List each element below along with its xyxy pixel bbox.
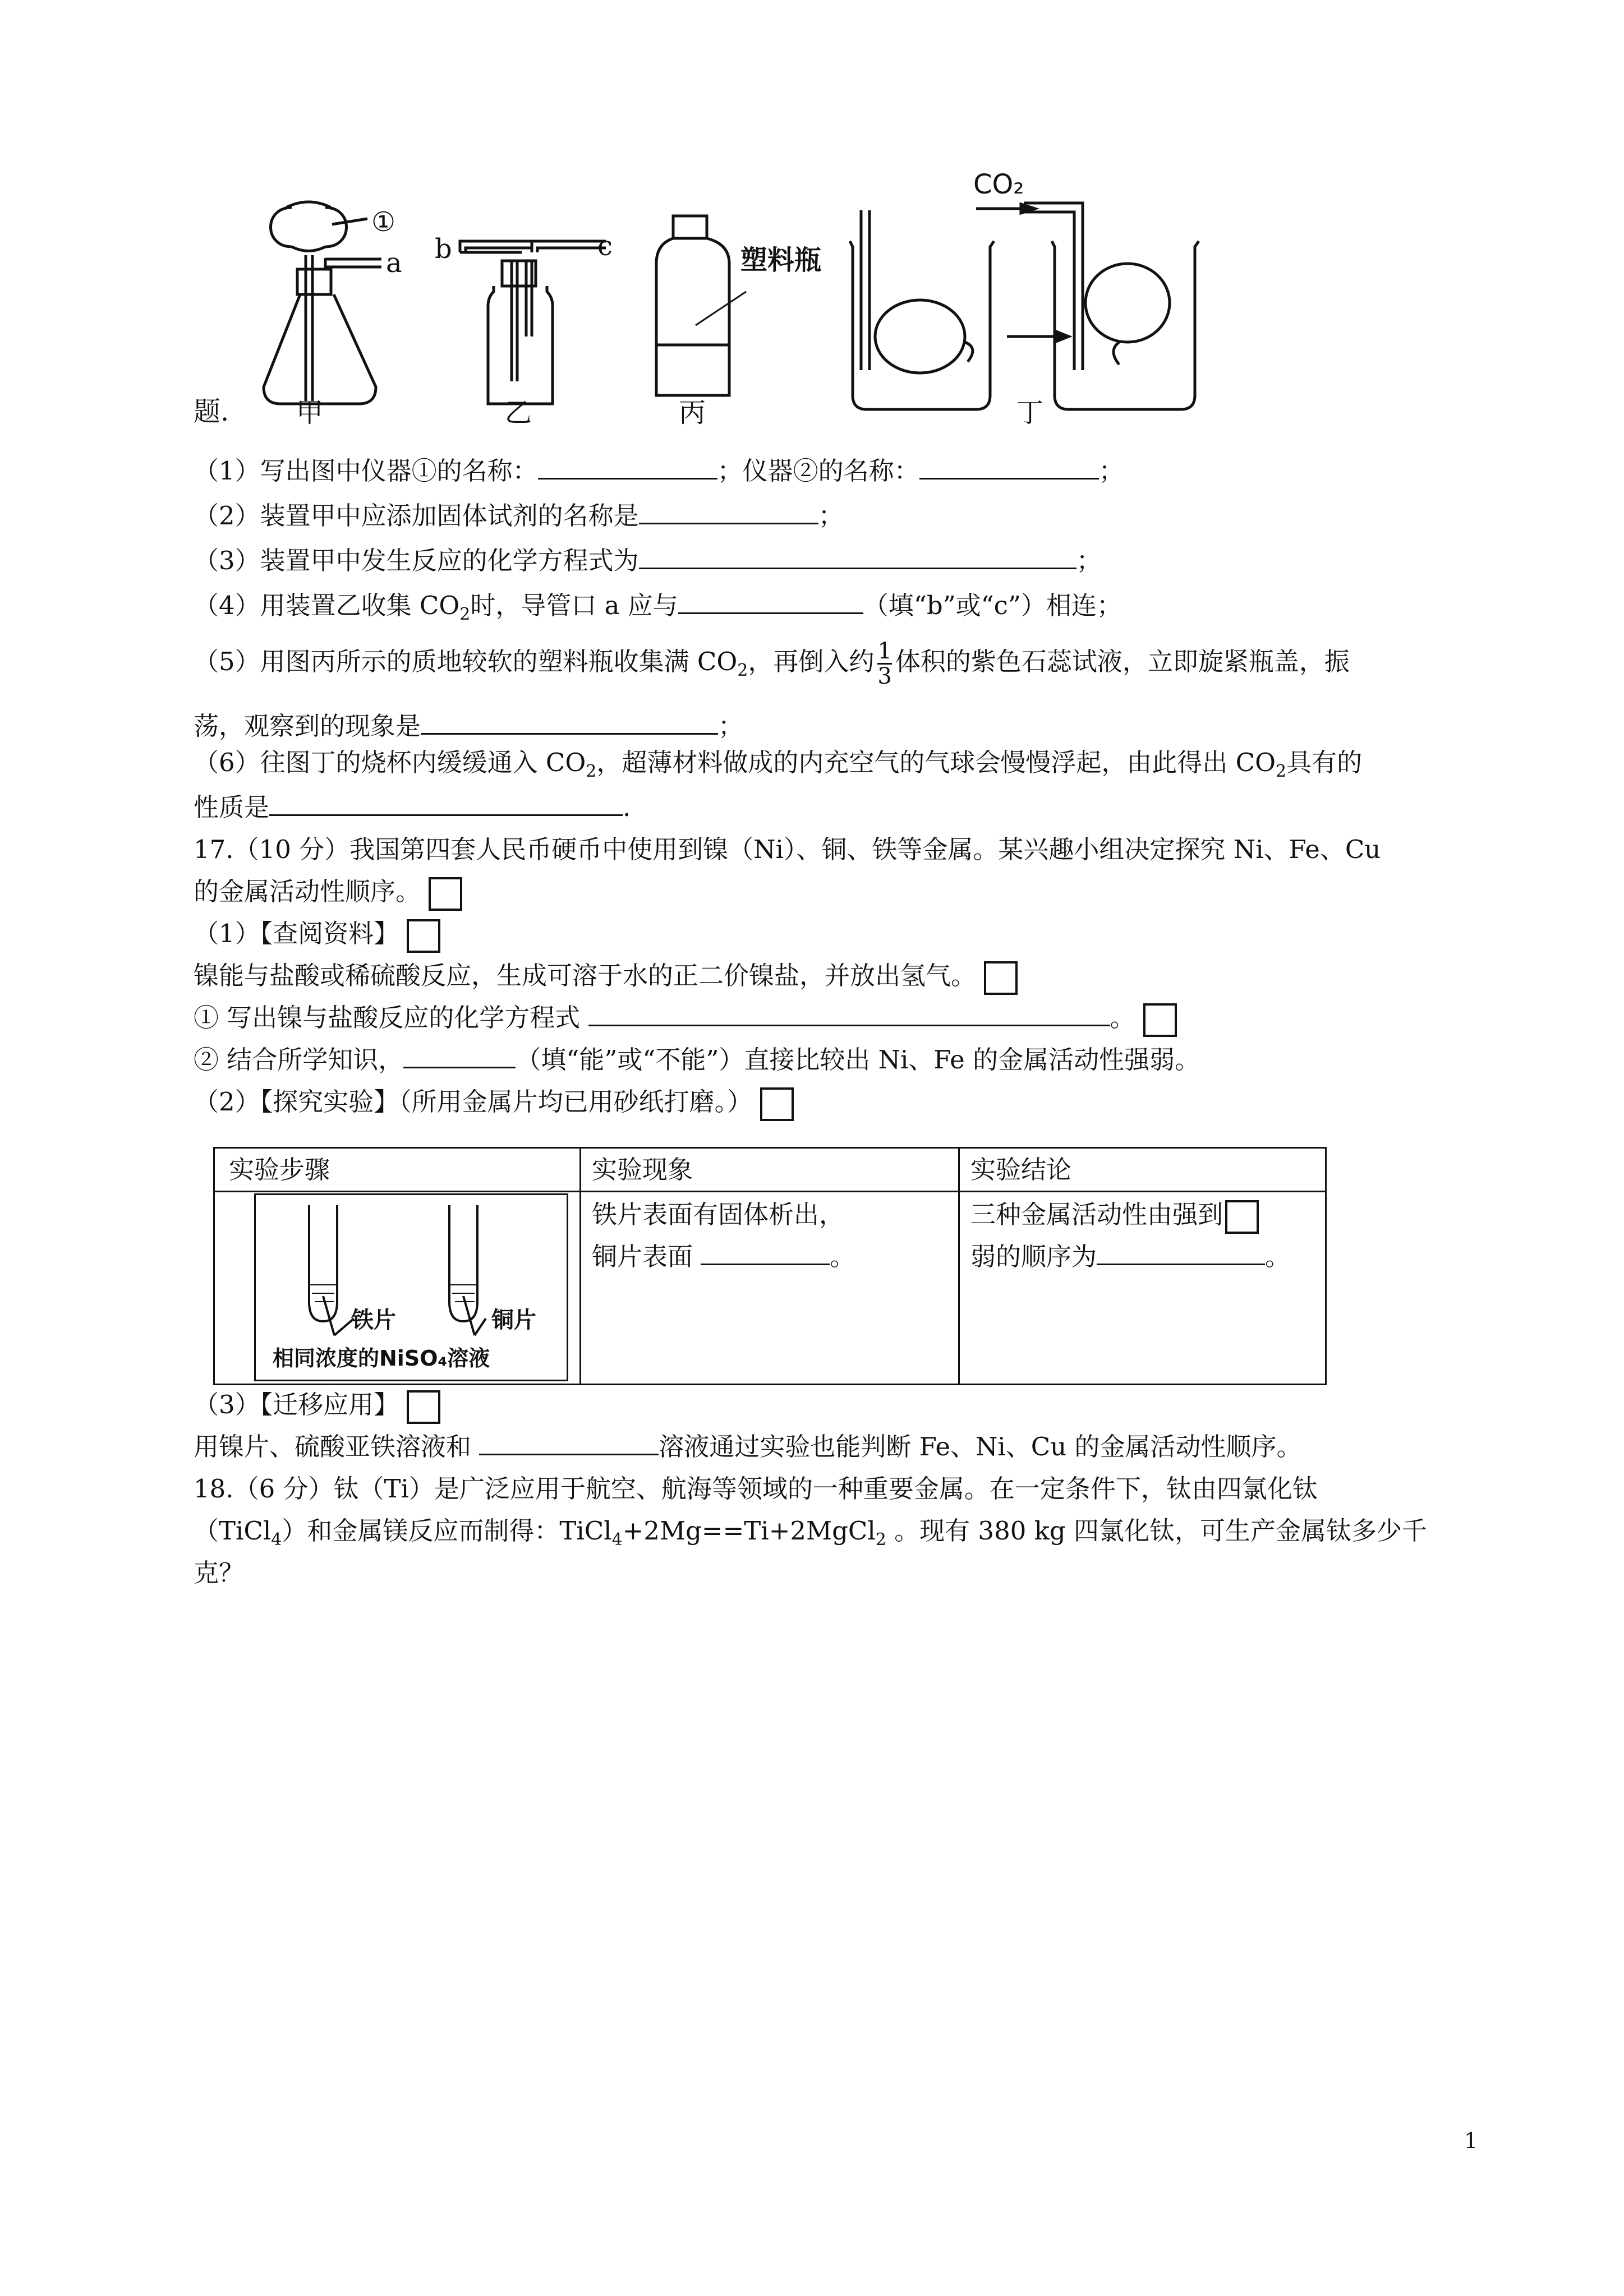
port-a-label: a [386, 247, 402, 279]
answer-box[interactable] [984, 961, 1018, 995]
answer-blank[interactable] [919, 455, 1099, 480]
apparatus-yi [460, 241, 606, 404]
table-header-conclusion: 实验结论 [970, 1155, 1072, 1184]
q16-part3: （3）装置甲中发生反应的化学方程式为 ； [194, 546, 1102, 575]
solution-caption: 相同浓度的NiSO₄溶液 [273, 1346, 490, 1371]
q17-item2: ② 结合所学知识， （填“能”或“不能”）直接比较出 Ni、Fe 的金属活动性强弱。 [194, 1045, 1200, 1075]
figure-prefix: 题. [194, 396, 229, 427]
q16-part2: （2）装置甲中应添加固体试剂的名称是 ； [194, 501, 844, 531]
port-b-label: b [435, 233, 452, 265]
answer-blank[interactable] [678, 590, 863, 614]
table-header-observation: 实验现象 [592, 1155, 693, 1184]
caption-ding: 丁 [1016, 397, 1044, 428]
q17-intro: 17.（10 分）我国第四套人民币硬币中使用到镍（Ni）、铜、铁等金属。某兴趣小组决定探究 Ni、Fe、Cu [194, 835, 1381, 864]
q17-application: 用镍片、硫酸亚铁溶液和 溶液通过实验也能判断 Fe、Ni、Cu 的金属活动性顺序。 [194, 1432, 1302, 1461]
callout-1: ① [371, 206, 396, 238]
answer-box[interactable] [760, 1087, 794, 1121]
answer-blank[interactable] [1097, 1241, 1265, 1265]
q18-line2: （TiCl$_4$）和金属镁反应而制得：TiCl$_4$+2Mg==Ti+2MgCl$_2$ 。现有 380 kg 四氯化钛，可生产金属钛多少千 [194, 1516, 1428, 1550]
answer-blank[interactable] [639, 545, 1076, 569]
answer-box[interactable] [429, 877, 462, 911]
answer-blank[interactable] [421, 711, 718, 735]
caption-bing: 丙 [679, 397, 706, 428]
caption-jia: 甲 [296, 397, 324, 428]
apparatus-bing [656, 216, 746, 395]
q17-item1: ① 写出镍与盐酸反应的化学方程式 。 [194, 1001, 1177, 1037]
answer-blank[interactable] [269, 792, 623, 816]
caption-yi: 乙 [505, 397, 532, 428]
q17-section3: （3）【迁移应用】 [194, 1388, 440, 1424]
co2-label: CO₂ [973, 169, 1024, 200]
conclusion-line1: 三种金属活动性由强到 [970, 1196, 1259, 1234]
q16-part1: （1）写出图中仪器①的名称： ；仪器②的名称： ； [194, 456, 1124, 486]
answer-box[interactable] [407, 919, 440, 953]
q17-section2: （2）【探究实验】（所用金属片均已用砂纸打磨。） [194, 1085, 794, 1121]
answer-blank[interactable] [403, 1044, 516, 1068]
answer-blank[interactable] [701, 1241, 830, 1265]
q16-part4: （4）用装置乙收集 $CO_2$时，导管口 a 应与 （填“b”或“c”）相连； [194, 591, 1122, 624]
apparatus-ding [850, 203, 1199, 409]
q18-line1: 18.（6 分）钛（Ti）是广泛应用于航空、航海等领域的一种重要金属。在一定条件下，钛由四氯化钛 [194, 1474, 1318, 1504]
q16-part6: （6）往图丁的烧杯内缓缓通入 $CO_2$，超薄材料做成的内充空气的气球会慢慢浮起，由此得出 $CO_2$具有的 [194, 748, 1363, 781]
apparatus-jia [264, 202, 381, 404]
copper-strip-label: 铜片 [491, 1307, 536, 1333]
q16-part5: （5）用图丙所示的质地较软的塑料瓶收集满 $CO_2$，再倒入约 $\frac{1}{3}$ 体积的紫色石蕊试液，立即旋紧瓶盖，振 [194, 638, 1350, 689]
bottle-label: 塑料瓶 [740, 245, 822, 276]
iron-strip-label: 铁片 [351, 1307, 396, 1333]
port-c-label: c [597, 230, 613, 262]
apparatus-figure [0, 0, 1624, 449]
q17-info: 镍能与盐酸或稀硫酸反应，生成可溶于水的正二价镍盐，并放出氢气。 [194, 959, 1018, 995]
observation-line1: 铁片表面有固体析出， [592, 1200, 845, 1229]
experiment-table [213, 1147, 1327, 1385]
answer-blank[interactable] [588, 1002, 1110, 1026]
answer-blank[interactable] [639, 500, 818, 524]
table-header-steps: 实验步骤 [229, 1155, 330, 1184]
q16-part6-cont: 性质是 . [194, 792, 631, 822]
answer-box[interactable] [1225, 1200, 1259, 1234]
q18-line3: 克？ [194, 1558, 245, 1588]
answer-box[interactable] [407, 1390, 440, 1424]
fraction-one-third: $\frac{1}{3}$ [877, 638, 892, 689]
conclusion-line2: 弱的顺序为 。 [970, 1242, 1291, 1271]
q16-part5-cont: 荡，观察到的现象是 ； [194, 711, 744, 741]
answer-box[interactable] [1143, 1003, 1177, 1037]
experiment-diagram [254, 1193, 568, 1381]
answer-blank[interactable] [479, 1431, 659, 1455]
page-number: 1 [1464, 2128, 1478, 2153]
answer-blank[interactable] [538, 455, 717, 480]
q17-section1: （1）【查阅资料】 [194, 917, 440, 953]
observation-line2: 铜片表面 。 [592, 1242, 855, 1271]
q17-intro-cont: 的金属活动性顺序。 [194, 875, 462, 911]
